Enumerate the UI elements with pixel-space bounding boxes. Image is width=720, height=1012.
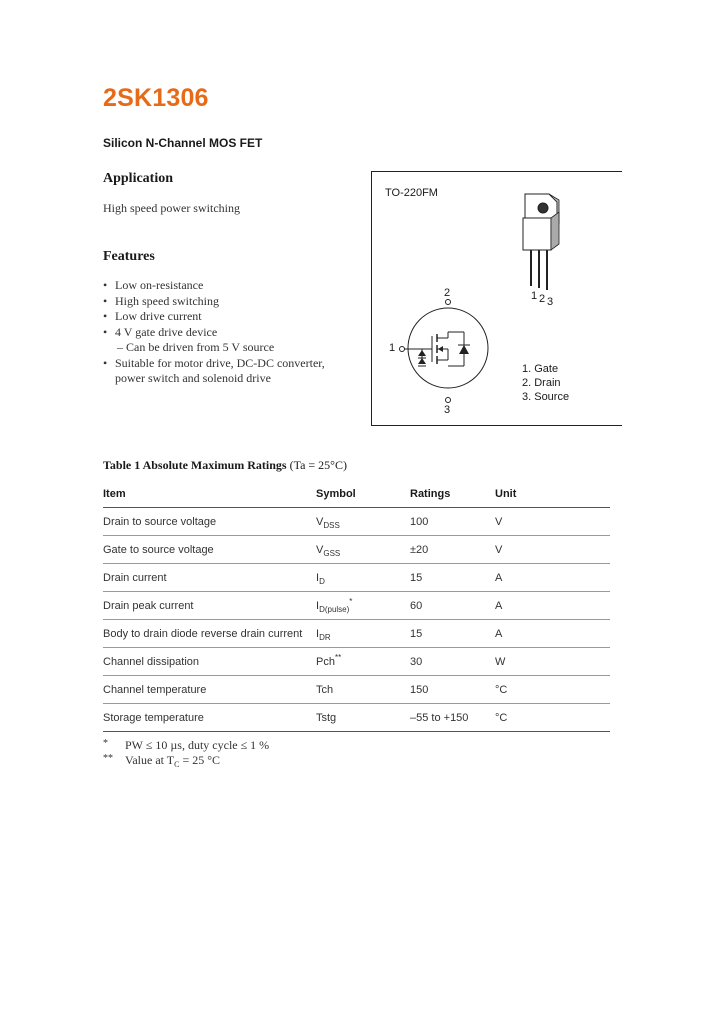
cell-symbol bbox=[316, 648, 410, 676]
part-number: 2SK1306 bbox=[103, 84, 209, 112]
feature-item-continued bbox=[103, 371, 325, 387]
table-title bbox=[103, 458, 347, 473]
cell-item: Drain to source voltage bbox=[103, 508, 316, 536]
symbol-main: V bbox=[316, 516, 324, 528]
cell-unit: V bbox=[495, 536, 610, 564]
table-row bbox=[103, 676, 610, 704]
cell-unit: A bbox=[495, 620, 610, 648]
cell-item: Body to drain diode reverse drain current bbox=[103, 620, 316, 648]
feature-subitem bbox=[103, 340, 325, 356]
symbol-main: I bbox=[316, 628, 320, 640]
symbol-subscript: DR bbox=[319, 633, 331, 642]
cell-rating: 15 bbox=[410, 564, 495, 592]
footnote-text-pre: Value at T bbox=[125, 753, 175, 767]
symbol-subscript: GSS bbox=[323, 549, 341, 558]
table-title-condition: (Ta = 25°C) bbox=[289, 458, 347, 472]
schematic-drain-pin-label: 2 bbox=[444, 287, 451, 299]
bullet: • bbox=[103, 324, 108, 339]
features-list bbox=[103, 278, 325, 387]
cell-item: Drain peak current bbox=[103, 592, 316, 620]
footnote-mark: ** bbox=[103, 753, 113, 764]
cell-symbol bbox=[316, 620, 410, 648]
cell-unit: °C bbox=[495, 676, 610, 704]
symbol-subscript: D(pulse) bbox=[319, 605, 350, 614]
feature-item bbox=[103, 309, 325, 325]
feature-item bbox=[103, 278, 325, 294]
application-text: High speed power switching bbox=[103, 201, 240, 215]
cell-rating: 150 bbox=[410, 676, 495, 704]
feature-item bbox=[103, 356, 325, 372]
pin-legend-drain: 2. Drain bbox=[522, 377, 561, 389]
application-heading: Application bbox=[103, 171, 174, 186]
package-name: TO-220FM bbox=[385, 187, 438, 199]
table-title-main: Table 1 Absolute Maximum Ratings bbox=[103, 458, 287, 472]
symbol-subscript: D bbox=[319, 577, 325, 586]
package-drawing bbox=[517, 188, 577, 310]
col-header-symbol: Symbol bbox=[316, 480, 410, 508]
cell-unit: A bbox=[495, 564, 610, 592]
bullet: • bbox=[103, 309, 108, 323]
table-row bbox=[103, 508, 610, 536]
package-pin-3-label: 3 bbox=[547, 296, 554, 308]
absolute-maximum-ratings-table bbox=[103, 480, 610, 732]
package-pin-2-label: 2 bbox=[539, 293, 546, 305]
package-outline-box bbox=[371, 171, 622, 426]
cell-rating: 30 bbox=[410, 648, 495, 676]
feature-item bbox=[103, 325, 325, 341]
feature-text: 4 V gate drive device bbox=[115, 324, 218, 339]
cell-item: Drain current bbox=[103, 564, 316, 592]
cell-rating: ±20 bbox=[410, 536, 495, 564]
symbol-main: I bbox=[316, 600, 320, 612]
cell-item: Channel temperature bbox=[103, 676, 316, 704]
col-header-unit: Unit bbox=[495, 480, 610, 508]
feature-text: power switch and solenoid drive bbox=[115, 371, 271, 385]
footnote-text-subscript: C bbox=[174, 760, 180, 769]
table-row bbox=[103, 620, 610, 648]
table-header-row bbox=[103, 480, 610, 508]
feature-text: Suitable for motor drive, DC-DC converter, bbox=[115, 355, 325, 370]
feature-text: – Can be driven from 5 V source bbox=[117, 340, 275, 354]
features-heading: Features bbox=[103, 249, 155, 264]
bullet: • bbox=[103, 355, 108, 370]
symbol-main: Pch bbox=[316, 656, 335, 668]
footnote-2 bbox=[103, 753, 503, 769]
cell-item: Channel dissipation bbox=[103, 648, 316, 676]
schematic-gate-pin-label: 1 bbox=[389, 342, 396, 354]
feature-text: Low on-resistance bbox=[115, 278, 204, 292]
cell-symbol bbox=[316, 508, 410, 536]
symbol-subscript: DSS bbox=[323, 521, 340, 530]
cell-symbol bbox=[316, 676, 410, 704]
footnote-text: PW ≤ 10 µs, duty cycle ≤ 1 % bbox=[125, 738, 270, 752]
symbol-main: I bbox=[316, 572, 320, 584]
symbol-main: V bbox=[316, 544, 324, 556]
symbol-main: Tch bbox=[316, 684, 334, 696]
cell-unit: A bbox=[495, 592, 610, 620]
bullet: • bbox=[103, 278, 108, 292]
cell-rating: –55 to +150 bbox=[410, 704, 495, 732]
cell-unit: °C bbox=[495, 704, 610, 732]
cell-symbol bbox=[316, 592, 410, 620]
feature-text: High speed switching bbox=[115, 293, 219, 308]
table-row bbox=[103, 564, 610, 592]
cell-rating: 15 bbox=[410, 620, 495, 648]
mosfet-schematic-symbol bbox=[392, 292, 512, 412]
symbol-note-mark: * bbox=[349, 597, 353, 606]
cell-item: Storage temperature bbox=[103, 704, 316, 732]
feature-text: Low drive current bbox=[115, 309, 202, 323]
table-row bbox=[103, 592, 610, 620]
pin-legend-source: 3. Source bbox=[522, 391, 570, 403]
cell-unit: V bbox=[495, 508, 610, 536]
symbol-main: Tstg bbox=[316, 712, 337, 724]
pin-legend-gate: 1. Gate bbox=[522, 363, 559, 375]
table-row bbox=[103, 704, 610, 732]
col-header-item: Item bbox=[103, 480, 316, 508]
schematic-source-pin-label: 3 bbox=[444, 404, 451, 416]
device-subtitle: Silicon N-Channel MOS FET bbox=[103, 136, 263, 150]
cell-item: Gate to source voltage bbox=[103, 536, 316, 564]
package-pin-1-label: 1 bbox=[531, 290, 538, 302]
col-header-ratings: Ratings bbox=[410, 480, 495, 508]
cell-symbol bbox=[316, 704, 410, 732]
footnote-text bbox=[125, 753, 220, 769]
feature-item bbox=[103, 294, 325, 310]
cell-rating: 100 bbox=[410, 508, 495, 536]
cell-symbol bbox=[316, 536, 410, 564]
table-row bbox=[103, 536, 610, 564]
footnote-mark: * bbox=[103, 738, 108, 749]
bullet: • bbox=[103, 293, 108, 308]
cell-unit: W bbox=[495, 648, 610, 676]
symbol-note-mark: ** bbox=[334, 653, 342, 662]
footnote-text-post: = 25 °C bbox=[179, 753, 221, 767]
footnote-1 bbox=[103, 738, 503, 754]
table-row bbox=[103, 648, 610, 676]
pin-legend bbox=[522, 362, 569, 404]
cell-rating: 60 bbox=[410, 592, 495, 620]
cell-symbol bbox=[316, 564, 410, 592]
